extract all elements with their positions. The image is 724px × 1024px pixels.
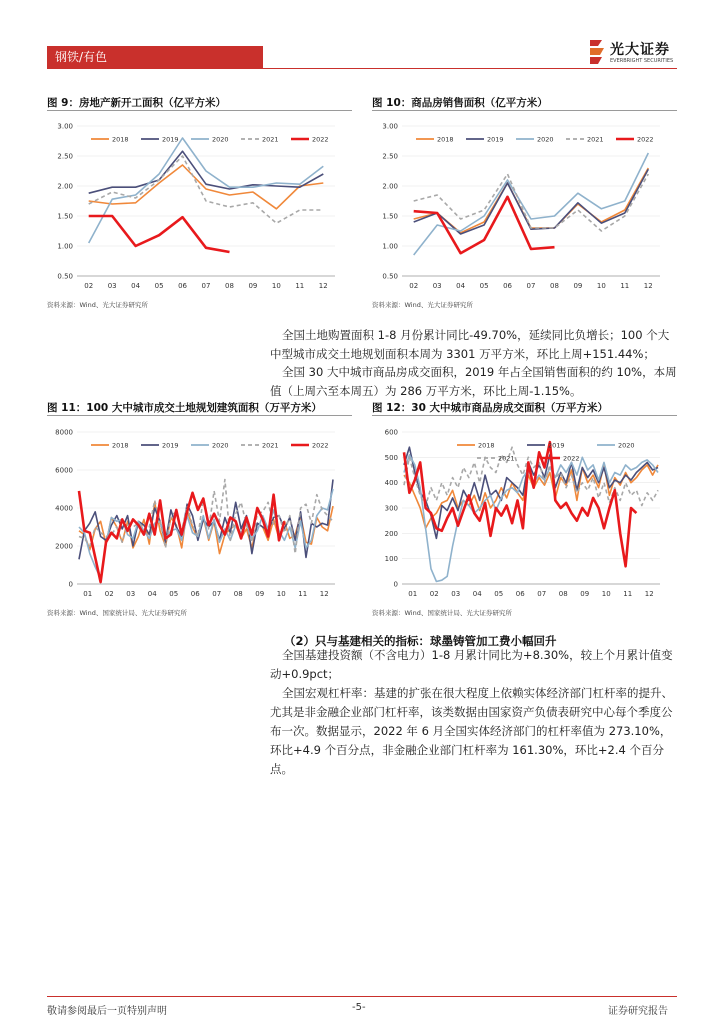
- fig12-ytick: 400: [384, 479, 398, 488]
- fig12-xtick: 08: [558, 590, 568, 598]
- fig11-xtick: 12: [319, 590, 329, 598]
- fig10-legend-label-2018: 2018: [437, 135, 454, 144]
- page-number: -5-: [352, 1002, 366, 1013]
- fig10-legend-label-2020: 2020: [537, 135, 554, 144]
- fig9-legend-label-2018: 2018: [112, 135, 129, 144]
- fig9-chart: [47, 116, 347, 296]
- section-tag: 钢铁/有色: [47, 46, 263, 68]
- fig9-legend-label-2021: 2021: [262, 135, 279, 144]
- fig11-xtick: 06: [190, 590, 200, 598]
- fig10-xtick: 04: [456, 282, 466, 290]
- fig12-ytick: 500: [384, 453, 398, 462]
- paragraph-land: 全国土地购置面积 1-8 月份累计同比-49.70%，延续同比负增长；100 个大中型城市成交土地规划面积本周为 3301 万平方米，环比上周+151.44%；: [270, 328, 670, 361]
- fig12-legend-label-2021: 2021: [498, 454, 515, 463]
- fig12-xtick: 07: [537, 590, 547, 598]
- fig9-ytick: 3.00: [57, 122, 73, 131]
- fig10-source: 资料来源：Wind、光大证券研究所: [372, 301, 473, 309]
- fig11-ytick: 4000: [55, 504, 73, 513]
- fig11-xtick: 08: [233, 590, 243, 598]
- fig10-xtick: 03: [432, 282, 442, 290]
- fig12-xtick: 03: [451, 590, 461, 598]
- paragraph-infra: 全国基建投资额（不含电力）1-8 月累计同比为+8.30%，较上个月累计值变动+0.9pct；: [270, 648, 673, 681]
- fig11-legend-label-2018: 2018: [112, 441, 129, 450]
- fig10-xtick: 12: [643, 282, 653, 290]
- fig10-ytick: 2.50: [382, 152, 398, 161]
- fig12-title: 图 12：30 大中城市商品房成交面积（万平方米）: [372, 402, 609, 414]
- fig10-xtick: 07: [526, 282, 536, 290]
- fig12-legend-label-2019: 2019: [548, 441, 565, 450]
- fig9-series-2019: [89, 151, 324, 193]
- fig10-xtick: 09: [573, 282, 583, 290]
- fig12-legend-label-2018: 2018: [478, 441, 495, 450]
- fig12-xtick: 11: [623, 590, 633, 598]
- fig9-legend-label-2020: 2020: [212, 135, 229, 144]
- fig10-legend-label-2021: 2021: [587, 135, 604, 144]
- fig11-xtick: 09: [255, 590, 265, 598]
- fig12-chart: [372, 422, 672, 604]
- fig11-xtick: 02: [104, 590, 114, 598]
- fig12-xtick: 10: [601, 590, 611, 598]
- fig9-xtick: 04: [131, 282, 141, 290]
- fig10-xtick: 11: [620, 282, 630, 290]
- fig11-xtick: 03: [126, 590, 136, 598]
- fig9-legend-label-2022: 2022: [312, 135, 329, 144]
- fig11-legend-label-2019: 2019: [162, 441, 179, 450]
- fig9-xtick: 06: [178, 282, 188, 290]
- fig12-legend-label-2020: 2020: [618, 441, 635, 450]
- section-subheading: （2）只与基建相关的指标：球墨铸管加工费小幅回升: [284, 634, 557, 648]
- brand-logo: [588, 38, 680, 68]
- fig11-legend-label-2020: 2020: [212, 441, 229, 450]
- fig9-xtick: 05: [154, 282, 164, 290]
- fig9-xtick: 08: [224, 282, 234, 290]
- fig9-legend-label-2019: 2019: [162, 135, 179, 144]
- fig12-xtick: 05: [494, 590, 504, 598]
- fig9-xtick: 11: [295, 282, 305, 290]
- fig12-xtick: 04: [472, 590, 482, 598]
- fig9-ytick: 1.00: [57, 242, 73, 251]
- fig10-xtick: 06: [503, 282, 513, 290]
- fig12-ytick: 100: [384, 555, 398, 564]
- fig10-ytick: 3.00: [382, 122, 398, 131]
- fig11-ytick: 8000: [55, 428, 73, 437]
- brand-logo-mark-icon: [588, 38, 606, 66]
- fig12-ytick: 600: [384, 428, 398, 437]
- fig11-rule: [47, 415, 352, 416]
- paragraph-housing: 全国 30 大中城市商品房成交面积，2019 年占全国销售面积的约 10%，本周值（上周六至本周五）为 286 万平方米，环比上周-1.15%。: [270, 365, 677, 398]
- fig12-xtick: 01: [408, 590, 418, 598]
- fig12-xtick: 02: [429, 590, 439, 598]
- fig12-series-2022: [404, 442, 636, 566]
- fig12-source: 资料来源：Wind、国家统计局、光大证券研究所: [372, 609, 512, 617]
- footer-disclaimer: 敬请参阅最后一页特别声明: [47, 1006, 167, 1017]
- fig11-ytick: 0: [68, 580, 73, 589]
- footer-divider: [47, 996, 677, 997]
- fig11-xtick: 10: [276, 590, 286, 598]
- fig9-source: 资料来源：Wind、光大证券研究所: [47, 301, 148, 309]
- fig10-chart: [372, 116, 672, 296]
- header-divider: [47, 68, 677, 69]
- footer-report-type: 证券研究报告: [608, 1006, 668, 1017]
- fig11-ytick: 6000: [55, 466, 73, 475]
- fig9-xtick: 07: [201, 282, 211, 290]
- fig11-title: 图 11：100 大中城市成交土地规划建筑面积（万平方米）: [47, 402, 322, 414]
- fig12-ytick: 200: [384, 529, 398, 538]
- fig9-ytick: 1.50: [57, 212, 73, 221]
- fig11-legend-label-2021: 2021: [262, 441, 279, 450]
- fig10-xtick: 10: [596, 282, 606, 290]
- fig11-source: 资料来源：Wind、国家统计局、光大证券研究所: [47, 609, 187, 617]
- fig10-ytick: 1.50: [382, 212, 398, 221]
- fig10-ytick: 0.50: [382, 272, 398, 281]
- brand-logo-cn: 光大证券: [610, 42, 670, 58]
- fig11-xtick: 05: [169, 590, 179, 598]
- fig10-title: 图 10：商品房销售面积（亿平方米）: [372, 97, 548, 109]
- fig10-ytick: 1.00: [382, 242, 398, 251]
- fig9-series-2022: [89, 216, 230, 252]
- fig12-xtick: 12: [644, 590, 654, 598]
- fig11-ytick: 2000: [55, 542, 73, 551]
- fig9-ytick: 2.50: [57, 152, 73, 161]
- fig10-xtick: 02: [409, 282, 419, 290]
- fig11-xtick: 04: [147, 590, 157, 598]
- fig12-xtick: 06: [515, 590, 525, 598]
- fig9-xtick: 02: [84, 282, 94, 290]
- fig11-chart: [47, 422, 347, 604]
- fig10-rule: [372, 110, 677, 111]
- fig9-xtick: 09: [248, 282, 258, 290]
- fig12-ytick: 0: [393, 580, 398, 589]
- fig12-legend-label-2022: 2022: [563, 454, 580, 463]
- fig10-legend-label-2022: 2022: [637, 135, 654, 144]
- fig10-series-2020: [414, 153, 649, 255]
- fig11-xtick: 07: [212, 590, 222, 598]
- fig12-rule: [372, 415, 677, 416]
- fig9-xtick: 10: [271, 282, 281, 290]
- fig10-legend-label-2019: 2019: [487, 135, 504, 144]
- fig12-xtick: 09: [580, 590, 590, 598]
- fig12-ytick: 300: [384, 504, 398, 513]
- fig9-xtick: 12: [318, 282, 328, 290]
- fig9-ytick: 2.00: [57, 182, 73, 191]
- fig10-xtick: 08: [549, 282, 559, 290]
- fig9-rule: [47, 110, 352, 111]
- fig10-ytick: 2.00: [382, 182, 398, 191]
- fig11-xtick: 11: [298, 590, 308, 598]
- fig10-xtick: 05: [479, 282, 489, 290]
- fig9-xtick: 03: [107, 282, 117, 290]
- fig11-xtick: 01: [83, 590, 93, 598]
- fig11-legend-label-2022: 2022: [312, 441, 329, 450]
- paragraph-leverage: 全国宏观杠杆率：基建的扩张在很大程度上依赖实体经济部门杠杆率的提升、尤其是非金融企业部门杠杆率，该类数据由国家资产负债表研究中心每个季度公布一次。数据显示，2022 年 6 月全国实体经济部门的杠杆率值为 273.10%，环比+4.9 个百分点，非金融企业部门杠杆率为 161.30%，环比+2.4 个百分点。: [270, 686, 673, 776]
- fig9-ytick: 0.50: [57, 272, 73, 281]
- brand-logo-en: EVERBRIGHT SECURITIES: [610, 58, 674, 64]
- fig9-title: 图 9：房地产新开工面积（亿平方米）: [47, 97, 226, 109]
